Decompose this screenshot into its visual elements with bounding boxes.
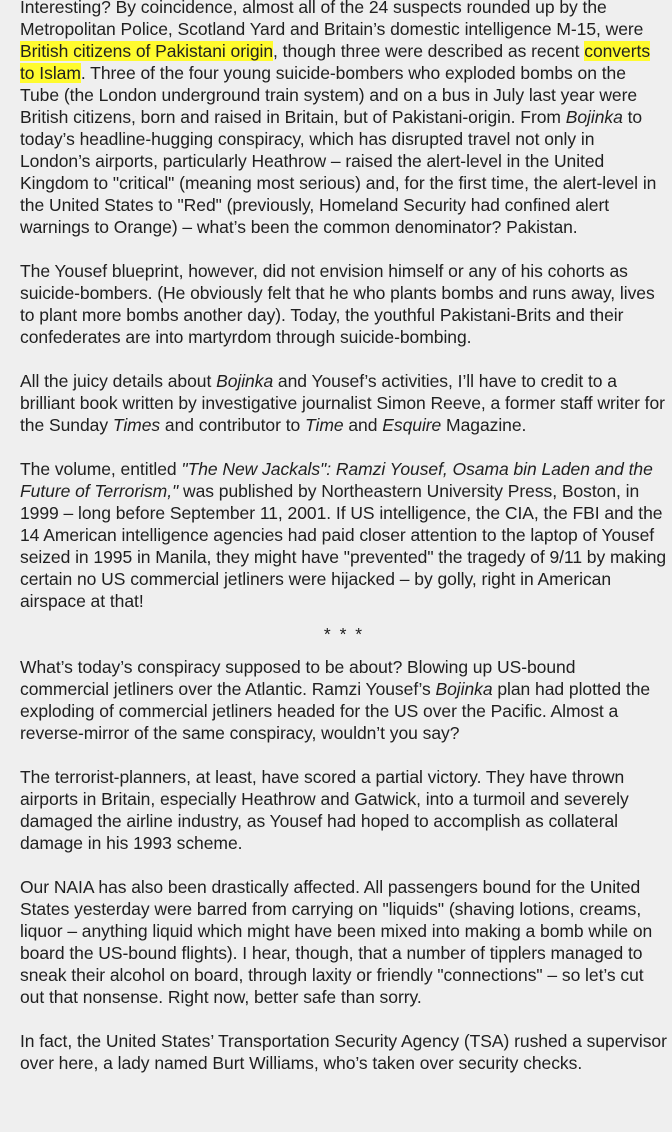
paragraph-text: plan had plotted the exploding of commercial jetliners headed for the US over the Pacific. Almost a reverse-mirror of the same conspiracy, wouldn’t you say? xyxy=(20,679,651,743)
paragraph-3 xyxy=(20,370,668,436)
paragraph-7: Our NAIA has also been drastically affected. All passengers bound for the United States yesterday were barred from carrying on "liquids" (shaving lotions, creams, liquor – anything liquid which might have been mixed into making a bomb while on board the US-bound flights). I hear, though, that a number of tipplers managed to sneak their alcohol on board, through laxity or friendly "connections" – so let’s cut out that nonsense. Right now, better safe than sorry. xyxy=(20,877,653,1007)
paragraph-4 xyxy=(20,458,668,612)
paragraph-text: Magazine. xyxy=(441,415,527,435)
paragraph-text: and contributor to xyxy=(160,415,306,435)
italic-term: Bojinka xyxy=(565,107,623,127)
paragraph-text: All the juicy details about xyxy=(20,371,217,391)
italic-term: Times xyxy=(112,415,161,435)
paragraph-text: . Three of the four young suicide-bombers who exploded bombs on the Tube (the London underground train system) and on a bus in July last year were British citizens, born and raised in Britain, but of Pakistani-origin. From xyxy=(20,63,638,127)
paragraph-6: The terrorist-planners, at least, have scored a partial victory. They have thrown airports in Britain, especially Heathrow and Gatwick, into a turmoil and severely damaged the airline industry, as Yousef had hoped to accomplish as collateral damage in his 1993 scheme. xyxy=(20,767,629,853)
paragraph-text: Interesting? By coincidence, almost all of the 24 suspects rounded up by the Metropolitan Police, Scotland Yard and Britain’s domestic intelligence M-15, were xyxy=(20,0,644,39)
paragraph-2: The Yousef blueprint, however, did not envision himself or any of his cohorts as suicide-bombers. (He obviously felt that he who plants bombs and runs away, lives to plant more bombs another day). Today, the youthful Pakistani-Brits and their confederates are into martyrdom through suicide-bombing. xyxy=(20,261,655,347)
paragraph-text: What’s today’s conspiracy supposed to be about? Blowing up US-bound commercial jetliners over the Atlantic. Ramzi Yousef’s xyxy=(20,657,576,699)
highlighted-phrase: converts to Islam xyxy=(20,41,651,83)
paragraph-8: In fact, the United States’ Transportation Security Agency (TSA) rushed a supervisor over here, a lady named Burt Williams, who’s taken over security checks. xyxy=(20,1031,667,1073)
paragraph-text: and xyxy=(343,415,383,435)
italic-term: Bojinka xyxy=(216,371,274,391)
article-body xyxy=(20,0,668,1096)
italic-term: Esquire xyxy=(382,415,442,435)
paragraph-5 xyxy=(20,656,668,744)
paragraph-text: to today’s headline-hugging conspiracy, which has disrupted travel not only in London’s airports, particularly Heathrow – raised the alert-level in the United Kingdom to "critical" (meaning most serious) and, for the first time, the alert-level in the United States to "Red" (previously, Homeland Security had confined alert warnings to Orange) – what’s been the common denominator? Pakistan. xyxy=(20,107,657,237)
paragraph-text: , though three were described as recent xyxy=(273,41,585,61)
paragraph-text: was published by Northeastern University Press, Boston, in 1999 – long before September 11, 2001. If US intelligence, the CIA, the FBI and the 14 American intelligence agencies had paid closer attention to the laptop of Yousef seized in 1995 in Manila, they might have "prevented" the tragedy of 9/11 by making certain no US commercial jetliners were hijacked – by golly, right in American airspace at that! xyxy=(20,481,667,611)
paragraph-text: and Yousef’s activities, I’ll have to credit to a brilliant book written by investigative journalist Simon Reeve, a former staff writer for the Sunday xyxy=(20,371,665,435)
section-separator: * * * xyxy=(323,624,365,644)
book-title: "The New Jackals": Ramzi Yousef, Osama bin Laden and the Future of Terrorism," xyxy=(20,459,653,501)
paragraph-text: The volume, entitled xyxy=(20,459,182,479)
paragraph-1 xyxy=(20,0,668,238)
italic-term: Time xyxy=(305,415,344,435)
highlighted-phrase: British citizens of Pakistani origin xyxy=(20,41,274,61)
italic-term: Bojinka xyxy=(435,679,493,699)
